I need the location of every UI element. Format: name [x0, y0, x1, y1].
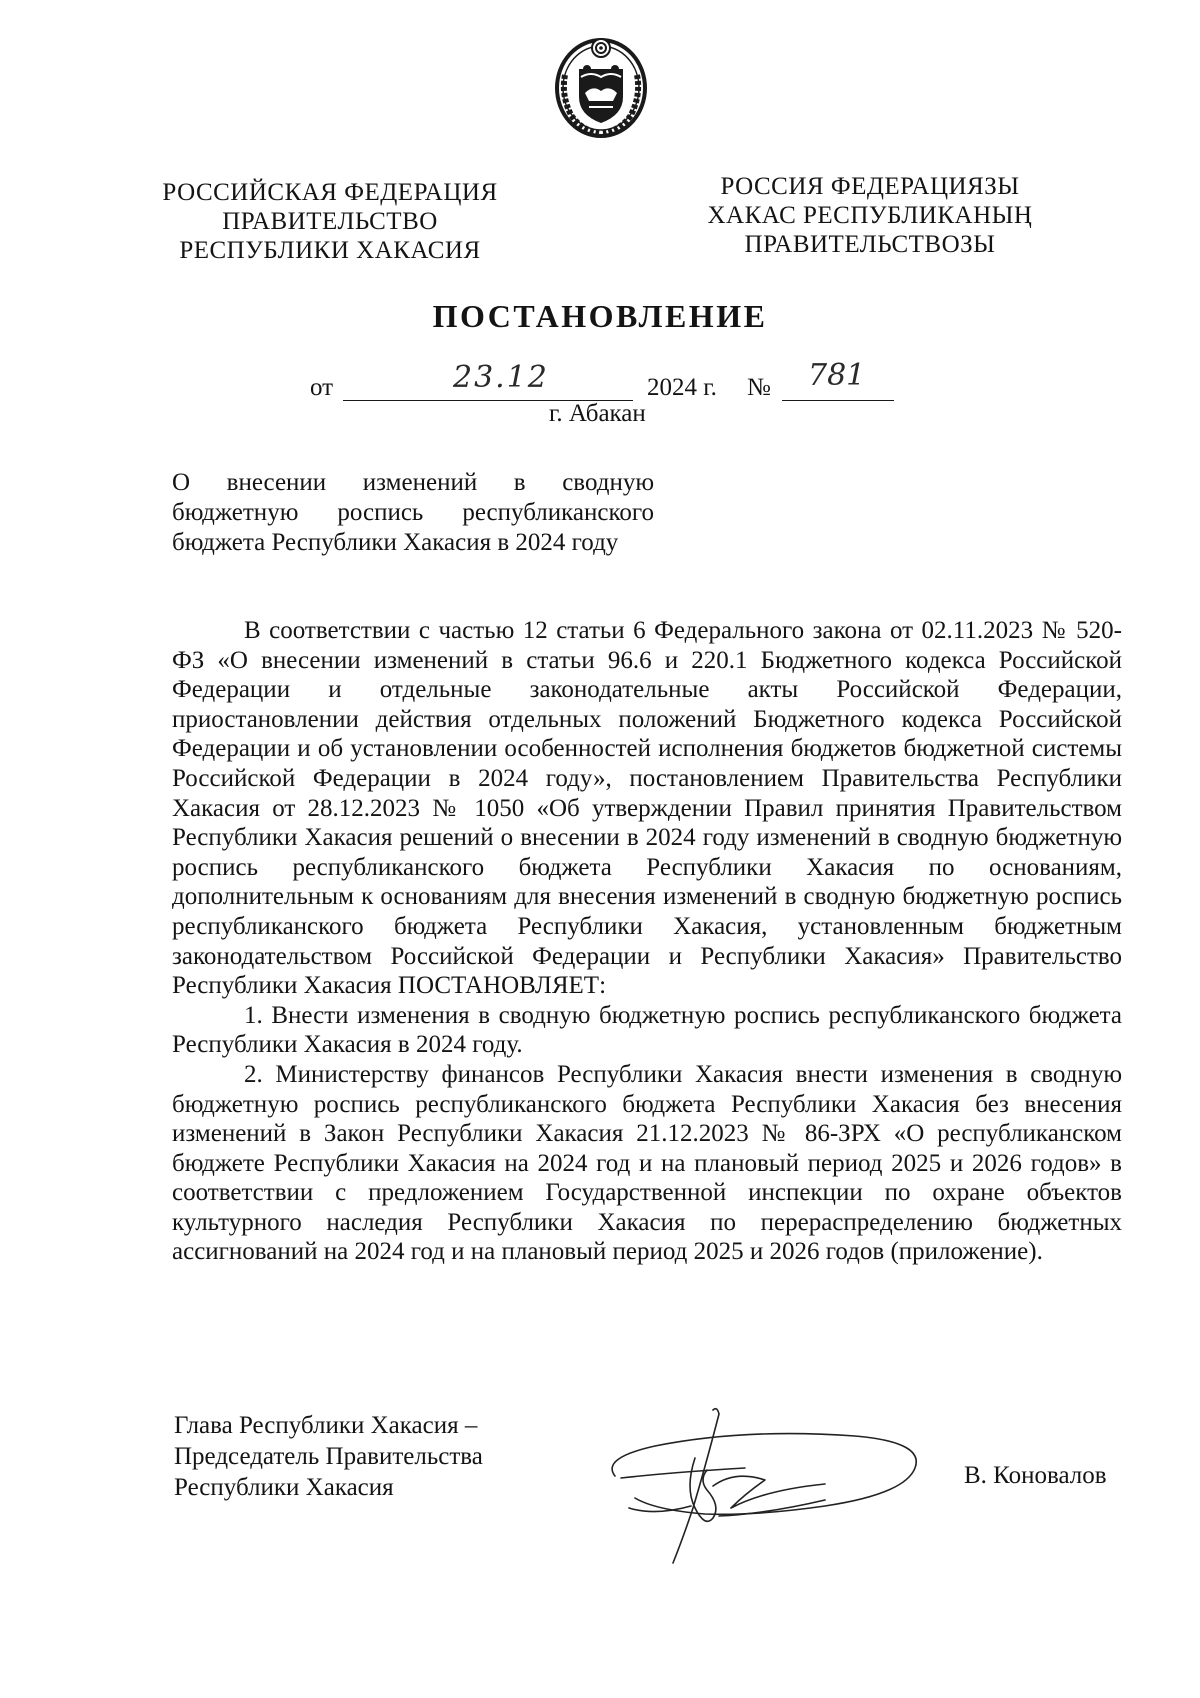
city-label: г. Абакан	[549, 400, 646, 427]
document-body	[172, 616, 1122, 1267]
handwritten-signature-icon	[595, 1398, 945, 1568]
handwritten-number: 781	[808, 358, 866, 393]
signer-title-line: Глава Республики Хакасия –	[174, 1412, 478, 1439]
header-right-line: ПРАВИТЕЛЬСТВОЗЫ	[744, 231, 996, 258]
header-left-russian	[150, 178, 510, 265]
signer-title-line: Республики Хакасия	[174, 1474, 394, 1501]
number-field	[782, 358, 894, 401]
header-left-line: РОССИЙСКАЯ ФЕДЕРАЦИЯ	[162, 179, 498, 206]
document-subject	[172, 468, 654, 558]
signer-title-line: Председатель Правительства	[174, 1443, 483, 1470]
coat-of-arms-icon	[551, 35, 651, 140]
header-right-line: ХАКАС РЕСПУБЛИКАНЫҢ	[707, 202, 1033, 229]
body-preamble: В соответствии с частью 12 статьи 6 Федерального закона от 02.11.2023 № 520-ФЗ «О внесении изменений в статьи 96.6 и 220.1 Бюджетного кодекса Российской Федерации и отдельные законодательные акты Российской Федерации, приостановлении действия отдельных положений Бюджетного кодекса Российской Федерации и об установлении особенностей исполнения бюджетов бюджетной системы Российской Федерации в 2024 году», постановлением Правительства Республики Хакасия от 28.12.2023 № 1050 «Об утверждении Правил принятия Правительством Республики Хакасия решений о внесении в 2024 году изменений в сводную бюджетную роспись республиканского бюджета Республики Хакасия по основаниям, дополнительным к основаниям для внесения изменений в сводную бюджетную роспись республиканского бюджета Республики Хакасия, установленным бюджетным законодательством Российской Федерации и Республики Хакасия» Правительство Республики Хакасия ПОСТАНОВЛЯЕТ:	[172, 617, 1122, 1000]
header-left-line: ПРАВИТЕЛЬСТВО	[222, 208, 438, 235]
signer-title-block	[174, 1410, 483, 1503]
header-right-line: РОССИЯ ФЕДЕРАЦИЯЗЫ	[720, 173, 1020, 200]
header-right-khakas	[690, 172, 1050, 259]
date-from-label: от	[310, 374, 334, 401]
signer-name: В. Коновалов	[964, 1462, 1107, 1489]
subject-line: бюджета Республики Хакасия в 2024 году	[172, 529, 619, 556]
body-item-2: 2. Министерству финансов Республики Хакасия внести изменения в сводную бюджетную роспись республиканского бюджета Республики Хакасия без внесения изменений в Закон Республики Хакасия 21.12.2023 № 86-ЗРХ «О республиканском бюджете Республики Хакасия на 2024 год и на плановый период 2025 и 2026 годов» в соответствии с предложением Государственной инспекции по охране объектов культурного наследия Республики Хакасия по перераспределению бюджетных ассигнований на 2024 год и на плановый период 2025 и 2026 годов (приложение).	[172, 1060, 1122, 1266]
header-left-line: РЕСПУБЛИКИ ХАКАСИЯ	[179, 237, 481, 264]
subject-line: О внесении изменений в сводную	[172, 469, 654, 496]
year-label: 2024 г.	[647, 374, 717, 401]
date-field	[343, 360, 633, 401]
date-number-line	[0, 358, 1200, 404]
handwritten-date: 23.12	[453, 360, 549, 395]
number-sign: №	[747, 374, 771, 401]
body-item-1: 1. Внести изменения в сводную бюджетную роспись республиканского бюджета Республики Хакасия в 2024 году.	[172, 1001, 1122, 1059]
subject-line: бюджетную роспись республиканского	[172, 499, 654, 526]
document-type-title: ПОСТАНОВЛЕНИЕ	[432, 298, 768, 334]
